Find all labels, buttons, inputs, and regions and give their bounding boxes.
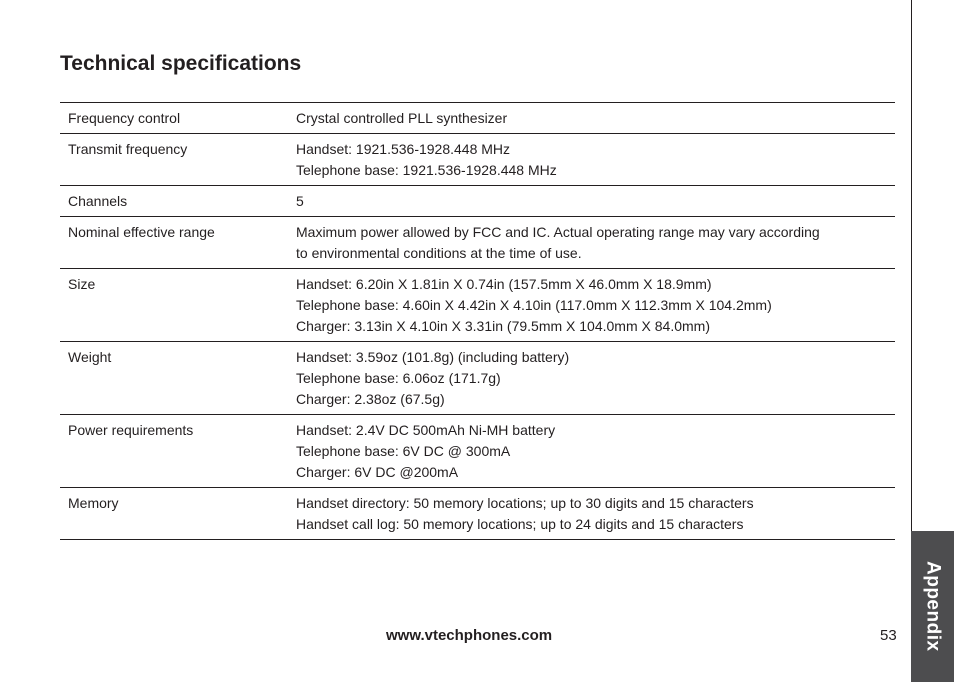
spec-row [60, 415, 895, 488]
spec-values [296, 191, 895, 212]
spec-value-line: to environmental conditions at the time of use. [296, 245, 582, 261]
spec-label: Memory [68, 495, 119, 511]
spec-values [296, 108, 895, 129]
spec-row [60, 186, 895, 217]
spec-label: Power requirements [68, 422, 194, 438]
spec-label: Nominal effective range [68, 224, 215, 240]
spec-label: Size [68, 276, 96, 292]
spec-row [60, 217, 895, 269]
spec-table [60, 102, 895, 540]
page-number: 53 [880, 627, 897, 644]
spec-value-line: Telephone base: 6.06oz (171.7g) [296, 370, 501, 386]
spec-value-line: Crystal controlled PLL synthesizer [296, 110, 508, 126]
spec-value-line: Handset: 6.20in X 1.81in X 0.74in (157.5mm X 46.0mm X 18.9mm) [296, 276, 712, 292]
spec-value-line: 5 [296, 193, 304, 209]
appendix-tab [911, 531, 954, 682]
appendix-tab-label: Appendix [922, 561, 944, 652]
spec-row [60, 488, 895, 540]
spec-values [296, 139, 895, 181]
page-title: Technical specifications [60, 52, 302, 75]
spec-value-line: Handset: 2.4V DC 500mAh Ni-MH battery [296, 422, 556, 438]
spec-value-line: Maximum power allowed by FCC and IC. Actual operating range may vary according [296, 224, 820, 240]
spec-row [60, 103, 895, 134]
spec-value-line: Charger: 2.38oz (67.5g) [296, 391, 445, 407]
spec-value-line: Charger: 3.13in X 4.10in X 3.31in (79.5mm X 104.0mm X 84.0mm) [296, 318, 710, 334]
spec-values [296, 222, 895, 264]
spec-values [296, 347, 895, 410]
spec-value-line: Telephone base: 6V DC @ 300mA [296, 443, 511, 459]
spec-value-line: Telephone base: 1921.536-1928.448 MHz [296, 162, 557, 178]
spec-values [296, 274, 895, 337]
spec-row [60, 342, 895, 415]
spec-value-line: Handset: 1921.536-1928.448 MHz [296, 141, 511, 157]
spec-values [296, 420, 895, 483]
spec-values [296, 493, 895, 535]
spec-label: Weight [68, 349, 112, 365]
spec-value-line: Handset directory: 50 memory locations; up to 30 digits and 15 characters [296, 495, 754, 511]
spec-value-line: Telephone base: 4.60in X 4.42in X 4.10in (117.0mm X 112.3mm X 104.2mm) [296, 297, 772, 313]
spec-value-line: Handset: 3.59oz (101.8g) (including battery) [296, 349, 570, 365]
spec-label: Frequency control [68, 110, 181, 126]
spec-label: Transmit frequency [68, 141, 188, 157]
spec-label: Channels [68, 193, 128, 209]
spec-row [60, 269, 895, 342]
spec-value-line: Charger: 6V DC @200mA [296, 464, 459, 480]
spec-value-line: Handset call log: 50 memory locations; up to 24 digits and 15 characters [296, 516, 744, 532]
spec-row [60, 134, 895, 186]
footer-url: www.vtechphones.com [386, 627, 553, 644]
